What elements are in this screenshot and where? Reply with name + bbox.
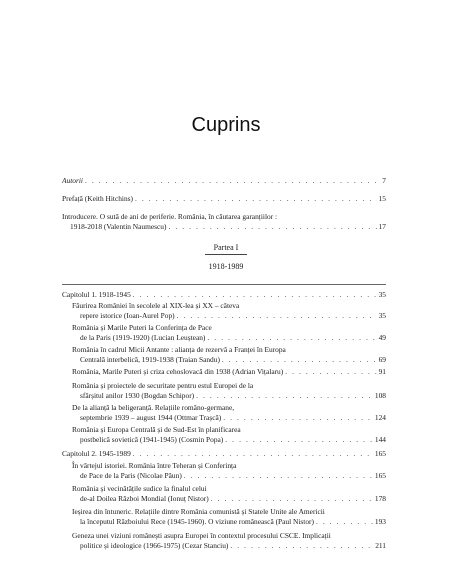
toc-entry[interactable] <box>72 323 386 343</box>
toc-page-number: 165 <box>374 449 386 458</box>
toc-entry-title: Centrală interbelică, 1919-1938 (Traian Sandu) <box>80 355 220 364</box>
toc-entry-title: 1918-2018 (Valentin Naumescu) <box>70 222 167 231</box>
toc-entry-title: România, Marile Puteri și criza cehoslovacă din 1938 (Adrian Vițalaru) <box>72 367 284 376</box>
toc-entry-preface[interactable] <box>62 194 386 204</box>
toc-entry[interactable] <box>72 381 386 401</box>
leader-dots <box>230 541 373 551</box>
toc-page-number: 35 <box>378 311 386 320</box>
toc-page-number: 69 <box>378 355 386 364</box>
chapter-title: Capitolul 1. 1918-1945 <box>62 290 131 299</box>
toc-page-number: 144 <box>374 435 386 444</box>
leader-dots <box>168 222 376 232</box>
chapter-title: Capitolul 2. 1945-1989 <box>62 449 131 458</box>
section-divider <box>62 284 386 285</box>
toc-entry[interactable] <box>72 507 386 527</box>
toc-entry[interactable] <box>72 531 386 551</box>
leader-dots <box>211 494 373 504</box>
leader-dots <box>184 471 373 481</box>
leader-dots <box>177 311 377 321</box>
toc-entry-title: sfârșitul anilor 1930 (Bogdan Schipor) <box>80 391 195 400</box>
toc-entry[interactable] <box>72 301 386 321</box>
part-years: 1918-1989 <box>208 262 244 271</box>
toc-entry-title: septembrie 1939 – august 1944 (Ottmar Trașcă) <box>80 413 222 422</box>
toc-page-number: 193 <box>374 517 386 526</box>
toc-entry-title: la începutul Războiului Rece (1945-1960). O viziune românească (Paul Nistor) <box>80 517 314 526</box>
leader-dots <box>285 367 376 377</box>
toc-page-number: 165 <box>374 471 386 480</box>
toc-entry[interactable] <box>72 425 386 445</box>
page-title: Cuprins <box>191 114 261 136</box>
toc-entry-title: postbelică sovietică (1941-1945) (Cosmin Popa) <box>80 435 224 444</box>
toc-entry-line1: România și Europa Centrală și de Sud-Est în planificarea <box>72 425 241 434</box>
toc-entry-title: Prefață (Keith Hitchins) <box>62 194 134 203</box>
toc-entry[interactable] <box>72 345 386 365</box>
part-divider <box>205 254 247 255</box>
toc-page-number: 15 <box>378 194 386 203</box>
leader-dots <box>85 176 380 186</box>
toc-page-number: 49 <box>378 333 386 342</box>
toc-page-number: 91 <box>378 367 386 376</box>
toc-entry-line1: România în cadrul Micii Antante : alianța de rezervă a Franței în Europa <box>72 345 286 354</box>
toc-entry-line1: România și vecinătățile sudice la finalul celui <box>72 484 207 493</box>
toc-page-number: 124 <box>374 413 386 422</box>
toc-entry-introduction[interactable] <box>62 212 386 232</box>
toc-entry-title: repere istorice (Ioan-Aurel Pop) <box>80 311 175 320</box>
toc-entry-line1: Introducere. O sută de ani de periferie. România, în căutarea garanțiilor : <box>62 212 278 221</box>
toc-entry-authors[interactable] <box>62 176 386 186</box>
toc-chapter-1[interactable] <box>62 290 386 300</box>
toc-entry-title: Autorii <box>62 176 83 185</box>
toc-entry-line1: De la alianță la beligeranță. Relațiile româno-germane, <box>72 403 235 412</box>
toc-entry[interactable] <box>72 367 386 377</box>
leader-dots <box>225 435 373 445</box>
leader-dots <box>135 194 377 204</box>
toc-entry-line1: România și proiectele de securitate pentru estul Europei de la <box>72 381 254 390</box>
leader-dots <box>223 413 373 423</box>
toc-entry-title: de Pace de la Paris (Nicolae Păun) <box>80 471 182 480</box>
leader-dots <box>207 333 376 343</box>
toc-page-number: 7 <box>382 176 386 185</box>
toc-entry[interactable] <box>72 461 386 481</box>
toc-entry-line1: România și Marile Puteri la Conferința de Pace <box>72 323 212 332</box>
toc-entry-line1: Geneza unei viziuni românești asupra Europei în contextul procesului CSCE. Implicații <box>72 531 331 540</box>
leader-dots <box>133 290 377 300</box>
leader-dots <box>316 517 373 527</box>
toc-entry[interactable] <box>72 484 386 504</box>
toc-page-number: 17 <box>378 222 386 231</box>
toc-entry-title: de la Paris (1919-1920) (Lucian Leuștean) <box>80 333 206 342</box>
toc-page-number: 178 <box>374 494 386 503</box>
toc-entry-title: de-al Doilea Război Mondial (Ionuț Nistor) <box>80 494 209 503</box>
toc-page-number: 108 <box>374 391 386 400</box>
toc-entry[interactable] <box>72 403 386 423</box>
part-label: Partea I <box>213 243 239 252</box>
toc-chapter-2[interactable] <box>62 449 386 459</box>
leader-dots <box>133 449 373 459</box>
toc-entry-line1: Ieșirea din întuneric. Relațiile dintre România comunistă și Statele Unite ale Americii <box>72 507 325 516</box>
leader-dots <box>222 355 377 365</box>
toc-page-number: 35 <box>378 290 386 299</box>
leader-dots <box>196 391 373 401</box>
toc-page-number: 211 <box>375 541 386 550</box>
toc-entry-title: politice și ideologice (1966-1975) (Cezar Stanciu) <box>80 541 229 550</box>
toc-entry-line1: Făurirea României în secolele al XIX-lea și XX – câteva <box>72 301 240 310</box>
toc-entry-line1: În vârtejul istoriei. România între Teheran și Conferința <box>72 461 237 470</box>
